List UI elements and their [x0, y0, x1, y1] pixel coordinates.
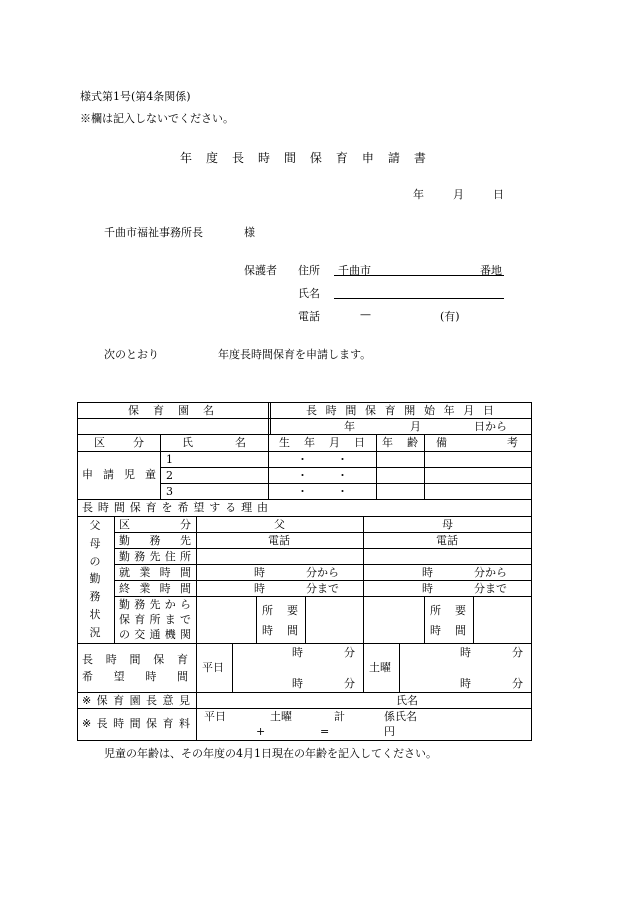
- date-day: 日: [493, 188, 504, 201]
- weekday-min-1: 分: [344, 646, 355, 659]
- mother-header: 母: [442, 518, 453, 531]
- father-required: 所 要: [262, 604, 298, 617]
- title: 年 度 長 時 間 保 育 申 請 書: [180, 151, 426, 165]
- start-date-header: 長 時 間 保 育 開 始 年 月 日: [306, 404, 494, 417]
- weekday-hour-2: 時: [292, 677, 303, 690]
- mother-start-hour: 時: [422, 566, 433, 579]
- director-name-label: 氏名: [396, 694, 418, 707]
- children-label: 申 請 児 童: [82, 468, 156, 481]
- weekday-min-2: 分: [344, 677, 355, 690]
- birth-dot: ・: [337, 485, 348, 498]
- clerk-name-label: 係氏名: [384, 710, 417, 723]
- guardian-label: 保護者: [244, 264, 277, 277]
- birth-dot: ・: [297, 469, 308, 482]
- col-name: 氏 名: [182, 436, 246, 449]
- father-time: 時 間: [262, 624, 298, 637]
- reason-label: 長 時 間 保 育 を 希 望 す る 理 由: [82, 501, 268, 514]
- birth-dot: ・: [297, 453, 308, 466]
- fee-yen: 円: [384, 725, 395, 738]
- request-prefix: 次のとおり: [104, 348, 159, 361]
- saturday-label: 土曜: [369, 661, 391, 674]
- fee-weekday: 平日: [204, 710, 226, 723]
- transport-line-3: の 交 通 機 関: [119, 628, 191, 641]
- weekday-label: 平日: [202, 661, 224, 674]
- saturday-hour-1: 時: [460, 646, 471, 659]
- fee-saturday: 土曜: [270, 710, 292, 723]
- form-number: 様式第1号(第4条関係): [80, 90, 191, 103]
- weekday-hour-1: 時: [292, 646, 303, 659]
- father-end-min: 分まで: [306, 582, 339, 595]
- school-name-header: 保 育 園 名: [128, 404, 214, 417]
- father-phone: 電話: [268, 534, 290, 547]
- note: ※欄は記入しないでください。: [80, 112, 234, 125]
- fee-plus: +: [256, 725, 266, 738]
- father-start-min: 分から: [306, 566, 339, 579]
- phone-ari: (有): [440, 310, 460, 323]
- director-opinion-label: ※ 保 育 園 長 意 見: [82, 694, 190, 707]
- start-day-from: 日から: [474, 420, 507, 433]
- mother-start-min: 分から: [474, 566, 507, 579]
- footer-note: 児童の年齢は、その年度の4月1日現在の年齢を記入してください。: [104, 747, 437, 760]
- address-banchi: 番地: [480, 264, 502, 277]
- col-kubun: 区 分: [94, 436, 144, 449]
- name-underline: [334, 298, 504, 299]
- parents-side-label: 父 母 の 勤 務 状 況: [89, 519, 101, 639]
- mother-required: 所 要: [430, 604, 466, 617]
- p-kubun: 区 分: [119, 518, 191, 531]
- date-year: 年: [413, 188, 424, 201]
- employer-label: 勤 務 先: [119, 534, 191, 547]
- address-city: 千曲市: [338, 264, 371, 277]
- col-age: 年 齢: [382, 436, 418, 449]
- child-row-3: 3: [166, 485, 173, 498]
- child-row-1: 1: [166, 453, 173, 466]
- date-month: 月: [453, 188, 464, 201]
- birth-dot: ・: [337, 469, 348, 482]
- start-month: 月: [410, 420, 421, 433]
- child-row-2: 2: [166, 469, 173, 482]
- transport-line-2: 保 育 所 ま で: [119, 613, 191, 626]
- mother-end-hour: 時: [422, 582, 433, 595]
- request-suffix: 年度長時間保育を申請します。: [218, 348, 372, 361]
- name-label: 氏名: [298, 287, 320, 300]
- birth-dot: ・: [337, 453, 348, 466]
- saturday-min-1: 分: [512, 646, 523, 659]
- fee-equals: =: [320, 725, 330, 738]
- employer-address-label: 勤 務 先 住 所: [119, 550, 191, 563]
- start-year: 年: [344, 420, 355, 433]
- phone-dash: —: [360, 308, 371, 321]
- father-header: 父: [274, 518, 285, 531]
- fee-total: 計: [334, 710, 345, 723]
- col-notes: 備 考: [436, 436, 518, 449]
- addressee: 千曲市福祉事務所長: [104, 226, 203, 239]
- mother-time: 時 間: [430, 624, 466, 637]
- saturday-min-2: 分: [512, 677, 523, 690]
- transport-line-1: 勤 務 先 か ら: [119, 598, 191, 611]
- address-underline: [334, 275, 504, 276]
- father-end-hour: 時: [254, 582, 265, 595]
- mother-end-min: 分まで: [474, 582, 507, 595]
- work-end-label: 終 業 時 間: [119, 582, 191, 595]
- saturday-hour-2: 時: [460, 677, 471, 690]
- father-start-hour: 時: [254, 566, 265, 579]
- work-start-label: 就 業 時 間: [119, 566, 191, 579]
- fee-label: ※ 長 時 間 保 育 料: [82, 717, 190, 730]
- mother-phone: 電話: [436, 534, 458, 547]
- phone-label: 電話: [298, 310, 320, 323]
- honorific: 様: [244, 226, 255, 239]
- desired-line-1: 長 時 間 保 育: [82, 653, 188, 666]
- desired-line-2: 希 望 時 間: [82, 670, 188, 683]
- address-label: 住所: [298, 264, 320, 277]
- birth-dot: ・: [297, 485, 308, 498]
- col-birth: 生 年 月 日: [279, 436, 365, 449]
